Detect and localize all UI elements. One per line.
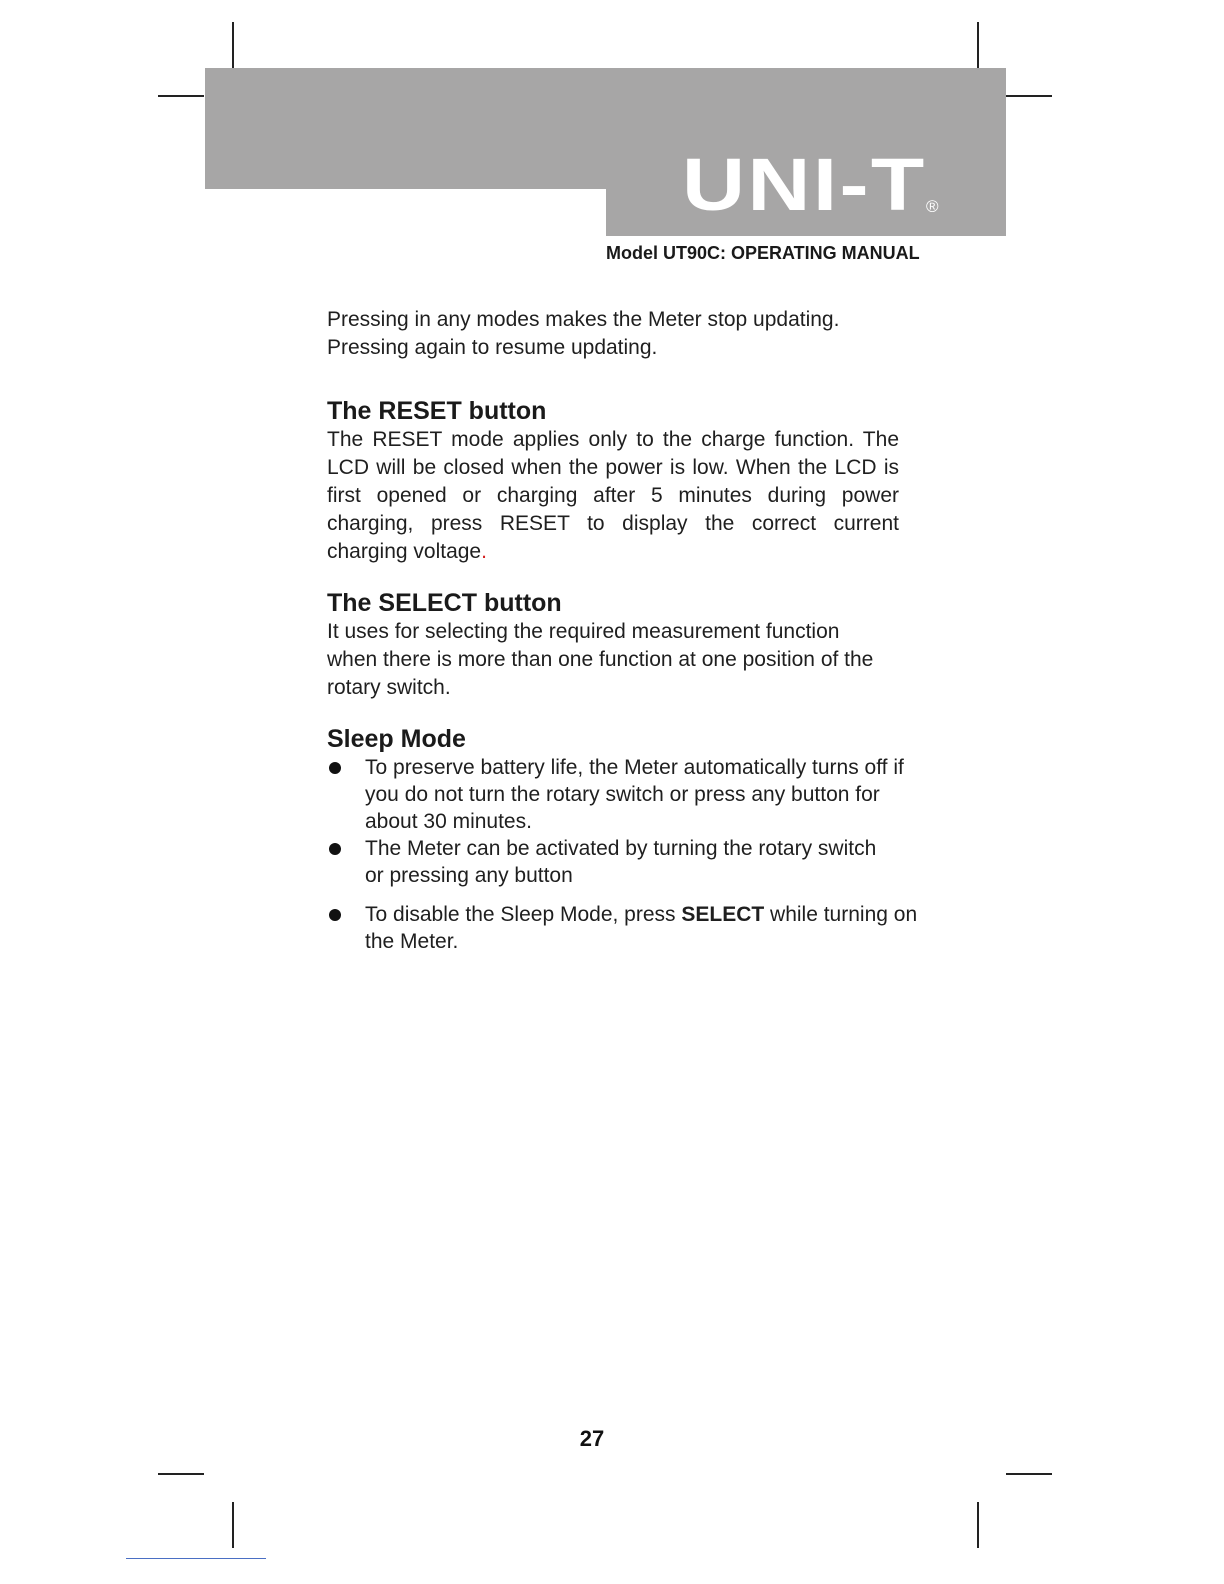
- list-item: [327, 754, 927, 835]
- bullet-dot-icon: [329, 843, 341, 855]
- crop-mark-top-right-horizontal: [1006, 95, 1052, 97]
- select-section: [327, 588, 899, 702]
- list-item: [327, 835, 885, 889]
- crop-mark-bottom-right-vertical: [977, 1502, 979, 1548]
- sleep-section: [327, 724, 918, 955]
- crop-mark-bottom-left-vertical: [232, 1502, 234, 1548]
- model-title: Model UT90C: OPERATING MANUAL: [606, 243, 920, 263]
- crop-mark-bottom-left-horizontal: [158, 1473, 204, 1475]
- sleep-heading: Sleep Mode: [327, 725, 466, 753]
- bullet-dot-icon: [329, 762, 341, 774]
- page-content: [327, 306, 918, 963]
- crop-mark-top-left-vertical: [232, 22, 234, 68]
- select-body: It uses for selecting the required measurement function when there is more than one function at one position of the rotary switch.: [327, 620, 874, 699]
- page-number: 27: [579, 1426, 605, 1451]
- sleep-bullet-3-after: while turning on the Meter.: [365, 903, 918, 953]
- intro-line-1: Pressing in any modes makes the Meter stop updating.: [327, 308, 840, 331]
- crop-mark-top-left-horizontal: [158, 95, 204, 97]
- sleep-bullet-3-before: To disable the Sleep Mode, press: [365, 903, 682, 926]
- brand-logo: UNI-T: [682, 143, 927, 226]
- reset-body-period: .: [481, 540, 487, 563]
- crop-mark-bottom-right-horizontal: [1006, 1473, 1052, 1475]
- sleep-bullet-1: To preserve battery life, the Meter automatically turns off if you do not turn the rotary switch or press any button for about 30 minutes.: [365, 756, 904, 833]
- crop-mark-top-right-vertical: [977, 22, 979, 68]
- reset-body: [327, 426, 899, 566]
- link-underline: [126, 1558, 266, 1559]
- sleep-bullet-list: [327, 754, 927, 955]
- sleep-bullet-3-select: SELECT: [681, 903, 765, 926]
- list-item: [327, 901, 925, 955]
- bullet-dot-icon: [329, 909, 341, 921]
- reset-section: [327, 396, 899, 566]
- reset-body-text: The RESET mode applies only to the charge function. The LCD will be closed when the power is low. When the LCD is first opened or charging after 5 minutes during power charging, press RESET to display the correct current charging voltage: [327, 428, 899, 563]
- sleep-bullet-2: The Meter can be activated by turning the rotary switch or pressing any button: [365, 837, 877, 887]
- select-heading: The SELECT button: [327, 589, 562, 617]
- registered-mark: ®: [926, 197, 939, 216]
- reset-heading: The RESET button: [327, 397, 547, 425]
- intro-line-2: Pressing again to resume updating.: [327, 336, 658, 359]
